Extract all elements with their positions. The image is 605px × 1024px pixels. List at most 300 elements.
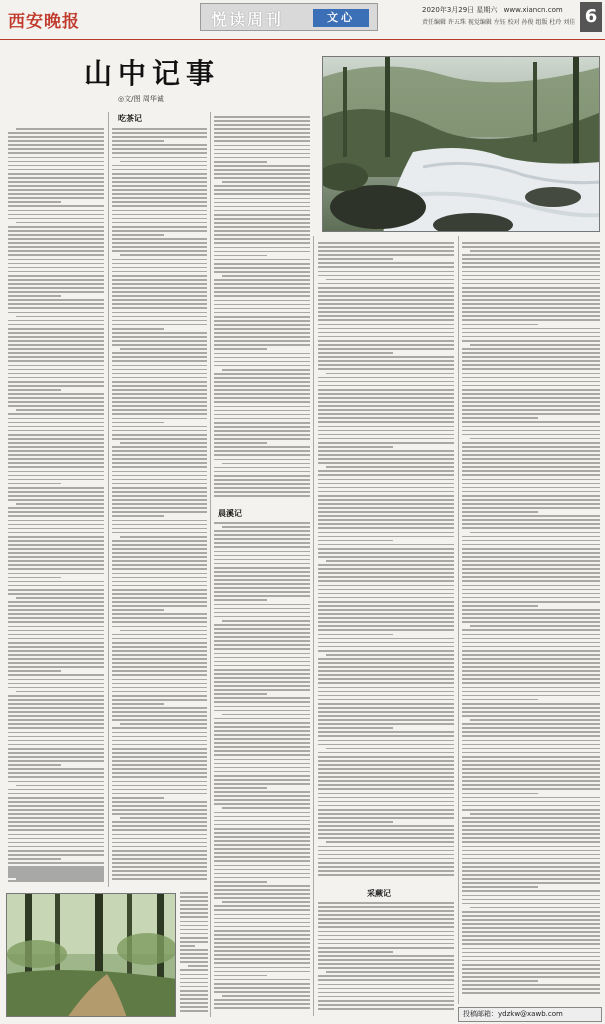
text-line <box>462 915 600 917</box>
text-line <box>462 291 600 293</box>
text-line <box>462 731 600 733</box>
text-line <box>318 744 454 746</box>
text-line <box>462 768 600 770</box>
text-line <box>462 964 600 966</box>
text-line <box>112 613 207 615</box>
text-line <box>16 128 104 130</box>
text-line <box>214 869 310 871</box>
text-line <box>462 682 600 684</box>
text-line <box>462 723 600 725</box>
text-line <box>318 552 454 554</box>
text-line <box>318 678 454 680</box>
text-line <box>318 519 454 521</box>
text-line <box>462 593 600 595</box>
text-line <box>112 789 207 791</box>
text-line <box>462 401 600 403</box>
text-line <box>318 935 454 937</box>
text-line <box>180 978 208 980</box>
text-line <box>318 634 393 636</box>
text-line <box>214 1003 310 1005</box>
text-line <box>318 788 454 790</box>
text-line <box>112 829 207 831</box>
text-line <box>462 336 600 338</box>
text-line <box>180 953 208 955</box>
text-line <box>462 430 600 432</box>
text-line <box>214 165 310 167</box>
text-line <box>214 661 310 663</box>
text-line <box>214 214 310 216</box>
text-line <box>8 332 104 334</box>
text-line <box>8 666 104 668</box>
text-line <box>112 369 207 371</box>
text-line <box>214 226 310 228</box>
text-line <box>112 466 207 468</box>
text-line <box>318 854 454 856</box>
text-line <box>318 870 454 872</box>
text-line <box>8 838 104 840</box>
text-line <box>112 328 164 330</box>
text-line <box>8 573 104 575</box>
text-line <box>8 862 104 864</box>
text-line <box>180 896 208 898</box>
text-line <box>214 783 310 785</box>
text-line <box>318 764 454 766</box>
text-line <box>8 499 104 501</box>
text-line <box>470 250 600 252</box>
text-line <box>214 905 310 907</box>
text-line <box>214 689 310 691</box>
text-line <box>318 691 454 693</box>
text-line <box>214 422 310 424</box>
text-line <box>318 996 454 998</box>
editors: 责任编辑 许五珠 视觉编辑 左钰 校对 孙俊 组版 杜玲 刘佳 <box>422 19 576 26</box>
text-line <box>8 711 104 713</box>
text-line <box>214 881 267 883</box>
text-line <box>462 992 600 994</box>
text-line <box>214 365 310 367</box>
text-line <box>8 201 61 203</box>
text-line <box>462 634 600 636</box>
text-line <box>318 723 454 725</box>
section-subtitle: 文心 <box>313 9 369 27</box>
text-line <box>8 776 104 778</box>
text-line <box>214 287 310 289</box>
text-line <box>112 666 207 668</box>
text-line <box>112 479 207 481</box>
text-line <box>462 784 600 786</box>
text-line <box>318 988 454 990</box>
text-line <box>214 820 310 822</box>
text-line <box>8 756 104 758</box>
text-line <box>318 674 454 676</box>
text-line <box>462 523 600 525</box>
text-line <box>318 784 454 786</box>
text-line <box>222 275 310 277</box>
text-line <box>318 507 454 509</box>
text-line <box>462 352 600 354</box>
text-line <box>462 295 600 297</box>
text-line <box>318 951 393 953</box>
text-line <box>462 315 600 317</box>
text-line <box>462 585 600 587</box>
text-line <box>462 454 600 456</box>
text-line <box>8 872 104 874</box>
text-line <box>112 662 207 664</box>
text-line <box>318 731 454 733</box>
text-line <box>462 446 600 448</box>
text-line <box>462 397 600 399</box>
text-line <box>214 710 310 712</box>
text-line <box>462 487 600 489</box>
text-line <box>214 491 310 493</box>
text-line <box>318 760 454 762</box>
text-line <box>214 242 310 244</box>
text-line <box>214 283 310 285</box>
text-line <box>214 673 310 675</box>
text-line <box>8 577 61 579</box>
text-line <box>462 666 600 668</box>
text-line <box>462 687 600 689</box>
text-line <box>112 267 207 269</box>
text-line <box>462 434 600 436</box>
text-line <box>8 152 104 154</box>
text-line <box>8 813 104 815</box>
text-line <box>214 954 310 956</box>
text-line <box>8 161 104 163</box>
text-line <box>462 556 600 558</box>
text-line <box>8 646 104 648</box>
text-line <box>222 369 310 371</box>
text-line <box>180 892 208 894</box>
text-line <box>318 906 454 908</box>
subhead-morning-stream: 晨溪记 <box>218 508 242 518</box>
text-line <box>318 544 454 546</box>
text-line <box>214 775 310 777</box>
text-line <box>318 805 454 807</box>
text-line <box>112 291 207 293</box>
text-line <box>462 544 600 546</box>
text-line <box>214 706 310 708</box>
text-line <box>112 511 207 513</box>
text-line <box>462 258 600 260</box>
text-line <box>318 601 454 603</box>
text-line <box>214 828 310 830</box>
text-line <box>462 776 600 778</box>
text-line <box>318 340 454 342</box>
text-line <box>462 837 600 839</box>
text-line <box>462 536 600 538</box>
text-line <box>462 727 600 729</box>
body-text-column-3b <box>214 522 310 1016</box>
text-line <box>318 727 393 729</box>
text-line <box>318 593 454 595</box>
text-line <box>8 626 104 628</box>
text-line <box>120 161 207 163</box>
text-line <box>462 527 600 529</box>
text-line <box>318 271 454 273</box>
text-line <box>318 837 454 839</box>
text-line <box>214 263 310 265</box>
text-line <box>318 642 454 644</box>
text-line <box>8 548 104 550</box>
text-line <box>214 393 310 395</box>
text-line <box>16 316 104 318</box>
text-line <box>8 401 104 403</box>
text-line <box>470 625 600 627</box>
text-line <box>112 703 164 705</box>
text-line <box>214 922 310 924</box>
text-line <box>214 595 310 597</box>
text-line <box>214 136 310 138</box>
text-line <box>214 385 310 387</box>
text-line <box>8 385 104 387</box>
text-line <box>214 648 310 650</box>
text-line <box>318 621 454 623</box>
text-line <box>112 356 207 358</box>
text-line <box>120 348 207 350</box>
section-banner <box>200 3 378 31</box>
text-line <box>462 340 600 342</box>
text-line <box>214 824 310 826</box>
text-line <box>214 567 310 569</box>
text-line <box>112 548 207 550</box>
text-line <box>112 515 164 517</box>
text-line <box>462 952 600 954</box>
text-line <box>180 921 208 923</box>
text-line <box>8 254 104 256</box>
text-line <box>462 470 600 472</box>
text-line <box>222 714 310 716</box>
text-line <box>318 984 454 986</box>
text-line <box>112 577 207 579</box>
text-line <box>462 442 600 444</box>
text-line <box>318 922 454 924</box>
text-line <box>318 580 454 582</box>
text-line <box>214 816 310 818</box>
text-line <box>462 462 600 464</box>
text-line <box>462 303 600 305</box>
text-line <box>318 536 454 538</box>
text-line <box>462 609 600 611</box>
text-line <box>120 723 207 725</box>
text-line <box>8 356 104 358</box>
text-line <box>8 544 104 546</box>
text-line <box>214 665 310 667</box>
text-line <box>8 654 104 656</box>
text-line <box>214 791 310 793</box>
text-line <box>8 295 61 297</box>
text-line <box>462 866 600 868</box>
text-line <box>214 332 310 334</box>
text-line <box>8 520 104 522</box>
text-line <box>318 682 454 684</box>
text-line <box>112 638 207 640</box>
text-line <box>462 621 600 623</box>
text-line <box>112 430 207 432</box>
text-line <box>318 540 393 542</box>
text-line <box>214 746 310 748</box>
text-line <box>318 910 454 912</box>
text-line <box>112 609 164 611</box>
text-line <box>8 528 104 530</box>
text-line <box>214 542 310 544</box>
text-line <box>462 650 600 652</box>
text-line <box>8 772 104 774</box>
text-line <box>462 242 600 244</box>
text-line <box>462 972 600 974</box>
text-line <box>462 287 600 289</box>
text-line <box>214 677 310 679</box>
text-line <box>8 768 104 770</box>
text-line <box>318 585 454 587</box>
text-line <box>112 458 207 460</box>
text-line <box>112 597 207 599</box>
text-line <box>214 295 310 297</box>
text-line <box>462 405 600 407</box>
text-line <box>112 683 207 685</box>
text-line <box>318 266 454 268</box>
text-line <box>214 873 310 875</box>
text-line <box>8 413 104 415</box>
text-line <box>214 357 310 359</box>
text-line <box>112 259 207 261</box>
text-line <box>462 552 600 554</box>
text-line <box>462 283 600 285</box>
text-line <box>462 385 600 387</box>
text-line <box>8 703 104 705</box>
text-line <box>112 344 207 346</box>
text-line <box>112 140 164 142</box>
text-line <box>112 756 207 758</box>
text-line <box>462 507 600 509</box>
text-line <box>214 559 310 561</box>
text-line <box>8 719 104 721</box>
text-line <box>214 803 310 805</box>
text-line <box>462 968 600 970</box>
text-line <box>180 929 208 931</box>
text-line <box>112 271 207 273</box>
text-line <box>462 576 600 578</box>
text-line <box>214 401 310 403</box>
text-line <box>214 644 310 646</box>
text-line <box>8 715 104 717</box>
text-line <box>462 364 600 366</box>
text-line <box>318 597 454 599</box>
text-line <box>462 809 600 811</box>
text-line <box>462 793 538 795</box>
text-line <box>462 678 600 680</box>
text-line <box>318 862 454 864</box>
text-line <box>462 580 600 582</box>
text-line <box>214 877 310 879</box>
text-line <box>180 908 208 910</box>
text-line <box>214 189 310 191</box>
text-line <box>318 695 454 697</box>
text-line <box>8 752 104 754</box>
text-line <box>462 373 600 375</box>
text-line <box>318 328 454 330</box>
text-line <box>112 250 207 252</box>
body-text-column-1 <box>8 128 104 888</box>
text-line <box>112 768 207 770</box>
text-line <box>318 352 393 354</box>
text-line <box>112 805 207 807</box>
text-line <box>214 697 310 699</box>
text-line <box>214 852 310 854</box>
text-line <box>112 670 207 672</box>
text-line <box>214 979 310 981</box>
text-line <box>8 605 104 607</box>
text-line <box>8 442 104 444</box>
text-line <box>8 438 104 440</box>
text-line <box>318 658 454 660</box>
text-line <box>112 556 207 558</box>
text-line <box>8 858 61 860</box>
text-line <box>112 809 207 811</box>
text-line <box>112 605 207 607</box>
text-line <box>462 895 600 897</box>
text-line <box>214 926 310 928</box>
text-line <box>8 181 104 183</box>
text-line <box>112 544 207 546</box>
text-line <box>326 560 454 562</box>
text-line <box>214 230 310 232</box>
text-line <box>112 169 207 171</box>
text-line <box>318 821 393 823</box>
text-line <box>214 914 310 916</box>
text-line <box>214 434 310 436</box>
text-line <box>8 515 104 517</box>
text-line <box>318 833 454 835</box>
text-line <box>214 701 310 703</box>
text-line <box>214 730 310 732</box>
text-line <box>462 540 600 542</box>
text-line <box>214 987 310 989</box>
text-line <box>112 312 207 314</box>
text-line <box>318 250 454 252</box>
text-line <box>112 854 207 856</box>
text-line <box>470 813 600 815</box>
text-line <box>112 144 207 146</box>
text-line <box>214 161 267 163</box>
text-line <box>462 279 600 281</box>
text-line <box>214 587 310 589</box>
text-line <box>8 238 104 240</box>
text-line <box>8 679 104 681</box>
text-line <box>214 487 310 489</box>
text-line <box>112 222 207 224</box>
text-line <box>214 495 310 497</box>
text-line <box>462 307 600 309</box>
text-line <box>462 450 600 452</box>
text-line <box>112 528 207 530</box>
text-line <box>16 222 104 224</box>
text-line <box>8 760 104 762</box>
text-line <box>214 414 310 416</box>
text-line <box>318 939 454 941</box>
text-line <box>112 781 207 783</box>
text-line <box>112 568 207 570</box>
text-line <box>462 266 600 268</box>
text-line <box>462 980 538 982</box>
text-line <box>112 503 207 505</box>
text-line <box>462 548 600 550</box>
text-line <box>112 365 207 367</box>
text-line <box>16 409 104 411</box>
text-line <box>462 246 600 248</box>
text-line <box>112 793 207 795</box>
text-line <box>318 801 454 803</box>
